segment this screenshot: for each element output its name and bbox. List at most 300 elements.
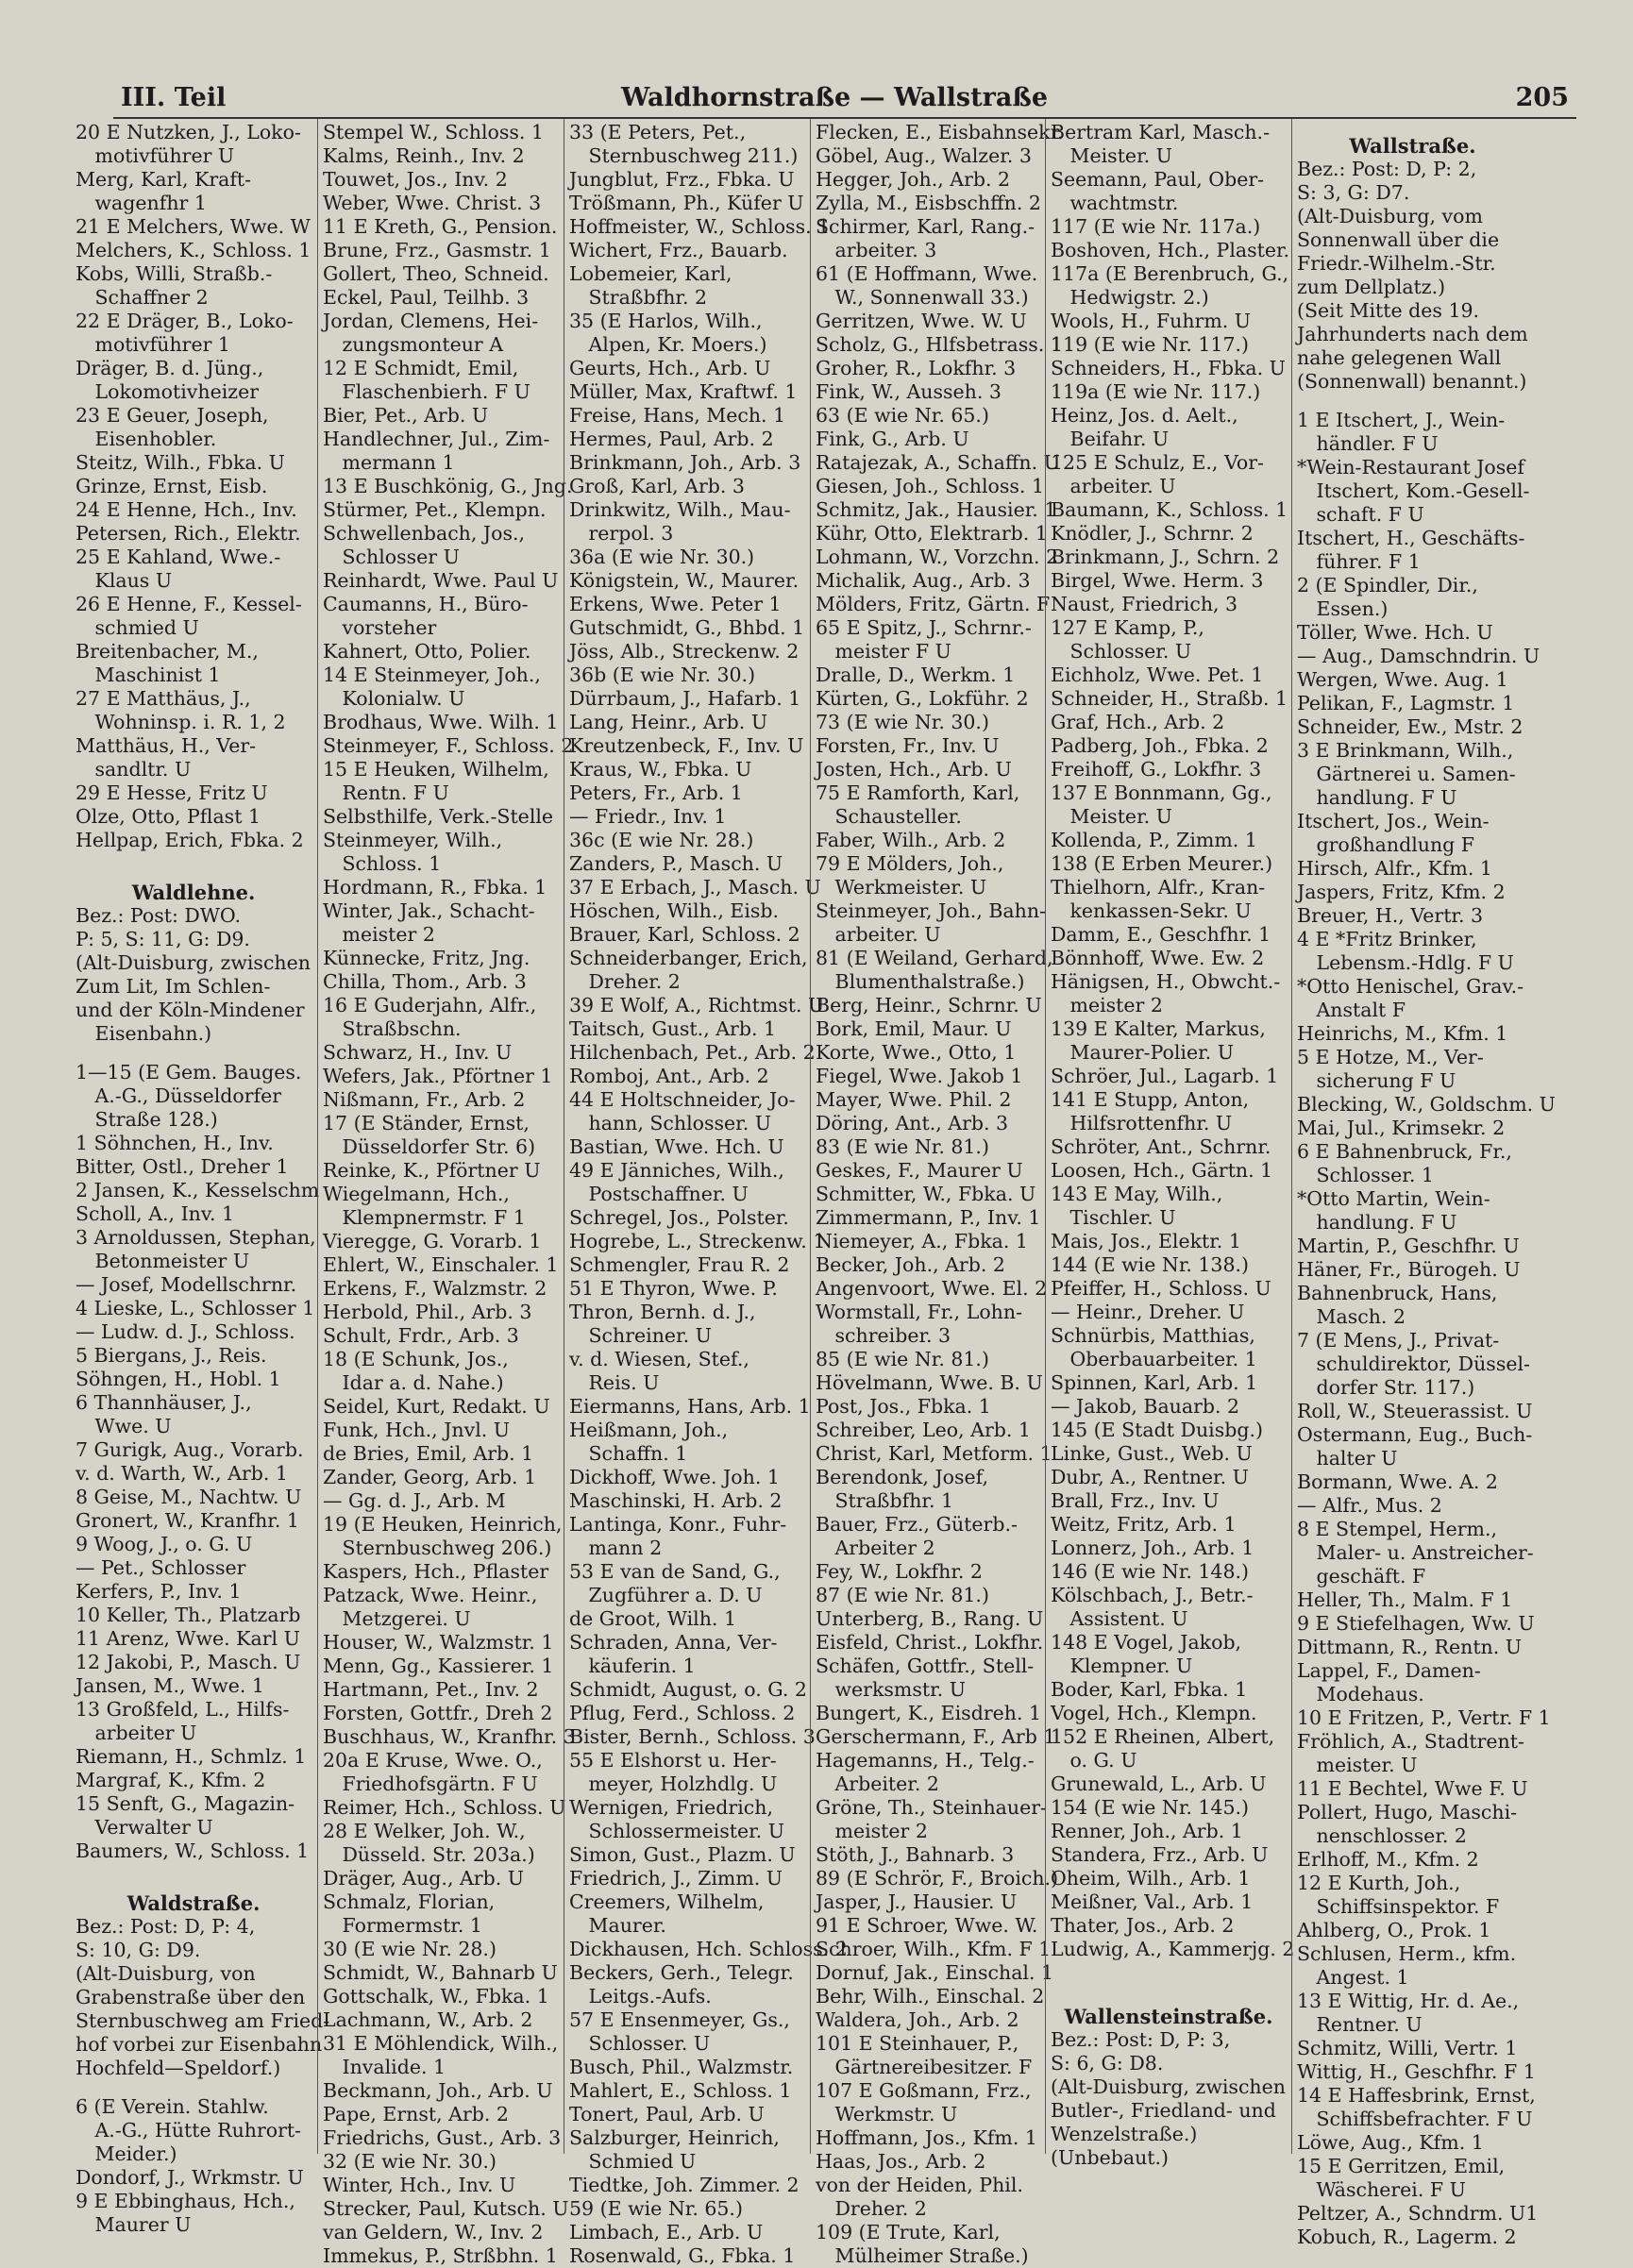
directory-entry: Kahnert, Otto, Polier. — [323, 640, 531, 663]
directory-entry: Lobemeier, Karl, — [569, 262, 732, 285]
directory-entry: Bastian, Wwe. Hch. U — [569, 1135, 784, 1158]
directory-entry: Nißmann, Fr., Arb. 2 — [323, 1088, 526, 1111]
directory-entry: Gärtnerei u. Samen- — [1297, 763, 1516, 785]
directory-entry: 61 (E Hoffmann, Wwe. — [816, 262, 1038, 285]
directory-entry: Schneider, Ew., Mstr. 2 — [1297, 715, 1524, 738]
directory-entry: Straßbfhr. 1 — [816, 1489, 954, 1512]
directory-entry: 36c (E wie Nr. 28.) — [569, 829, 754, 851]
directory-entry: Schirmer, Karl, Rang.- — [816, 215, 1035, 238]
directory-entry: Ahlberg, O., Prok. 1 — [1297, 1919, 1491, 1941]
directory-entry: Wwe. U — [76, 1415, 172, 1437]
directory-entry: Gröne, Th., Steinhauer- — [816, 1796, 1047, 1819]
directory-entry: Söhngen, H., Hobl. 1 — [76, 1368, 281, 1390]
directory-entry: Michalik, Aug., Arb. 3 — [816, 569, 1031, 592]
directory-entry: Bez.: Post: D, P: 4, — [76, 1915, 256, 1938]
directory-entry: Invalide. 1 — [323, 2056, 446, 2078]
directory-entry: Göbel, Aug., Walzer. 3 — [816, 144, 1032, 167]
street-heading: Wallstraße. — [1349, 134, 1476, 158]
directory-entry: meister 2 — [1051, 994, 1163, 1016]
directory-entry: S: 10, G: D9. — [76, 1939, 201, 1961]
directory-entry: Betonmeister U — [76, 1250, 250, 1272]
directory-entry: Linke, Gust., Web. U — [1051, 1442, 1253, 1465]
directory-entry: Steinmeyer, F., Schloss. 2 — [323, 734, 574, 757]
directory-entry: Pape, Ernst, Arb. 2 — [323, 2103, 509, 2125]
directory-entry: Brinkmann, Joh., Arb. 3 — [569, 451, 801, 474]
directory-entry: Brauer, Karl, Schloss. 2 — [569, 923, 800, 946]
directory-entry: Matthäus, H., Ver- — [76, 734, 257, 757]
directory-entry: 91 E Schroer, Wwe. W. — [816, 1914, 1038, 1937]
directory-entry: Romboj, Ant., Arb. 2 — [569, 1065, 769, 1087]
directory-entry: 49 E Jänniches, Wilh., — [569, 1159, 784, 1182]
directory-entry: Maurer-Polier. U — [1051, 1041, 1234, 1064]
column-1 — [76, 121, 330, 2236]
directory-entry: 101 E Steinhauer, P., — [816, 2032, 1019, 2055]
directory-entry: Breuer, H., Vertr. 3 — [1297, 904, 1484, 927]
directory-entry: (Seit Mitte des 19. — [1297, 299, 1480, 322]
directory-entry: werksmstr. U — [816, 1678, 966, 1701]
directory-entry: Fink, W., Ausseh. 3 — [816, 380, 1002, 403]
directory-entry: — Pet., Schlosser — [76, 1556, 246, 1579]
directory-entry: Beckmann, Joh., Arb. U — [323, 2079, 553, 2102]
directory-entry: Petersen, Rich., Elektr. — [76, 522, 301, 545]
directory-entry: Dubr, A., Rentner. U — [1051, 1466, 1249, 1488]
directory-entry: Meider.) — [76, 2142, 177, 2165]
directory-entry: Hilchenbach, Pet., Arb. 2 — [569, 1041, 816, 1064]
directory-entry: Hoffmeister, W., Schloss. 1 — [569, 215, 831, 238]
directory-entry: sicherung F U — [1297, 1069, 1456, 1092]
directory-entry: Schlosser. 1 — [1297, 1164, 1434, 1186]
directory-entry: Wäscherei. F U — [1297, 2178, 1466, 2201]
directory-entry: 63 (E wie Nr. 65.) — [816, 404, 989, 427]
directory-entry: 107 E Goßmann, Frz., — [816, 2079, 1032, 2102]
directory-entry: Dreher. 2 — [816, 2197, 927, 2220]
directory-entry: Pollert, Hugo, Maschi- — [1297, 1801, 1518, 1823]
directory-entry: 141 E Stupp, Anton, — [1051, 1088, 1250, 1111]
directory-entry: Wohninsp. i. R. 1, 2 — [76, 711, 286, 733]
directory-entry: Schäfen, Gottfr., Stell- — [816, 1655, 1035, 1677]
directory-entry: Hirsch, Alfr., Kfm. 1 — [1297, 857, 1492, 880]
directory-entry: 53 E van de Sand, G., — [569, 1560, 781, 1583]
directory-entry: Lachmann, W., Arb. 2 — [323, 2008, 533, 2031]
directory-entry: Seidel, Kurt, Redakt. U — [323, 1395, 550, 1418]
directory-entry: 13 E Wittig, Hr. d. Ae., — [1297, 1990, 1520, 2012]
directory-entry: Scholl, A., Inv. 1 — [76, 1202, 235, 1225]
directory-entry: 154 (E wie Nr. 145.) — [1051, 1796, 1250, 1819]
directory-entry: Maurer. — [569, 1914, 666, 1937]
directory-entry: Houser, W., Walzmstr. 1 — [323, 1631, 554, 1654]
directory-entry: Schiffsinspektor. F — [1297, 1895, 1500, 1918]
directory-entry: Weitz, Fritz, Arb. 1 — [1051, 1513, 1237, 1536]
directory-entry: W., Sonnenwall 33.) — [816, 286, 1029, 309]
directory-entry: hof vorbei zur Eisenbahn — [76, 2033, 323, 2056]
directory-entry: Metzgerei. U — [323, 1607, 471, 1630]
directory-entry: Hartmann, Pet., Inv. 2 — [323, 1678, 539, 1701]
directory-entry: Schlosser U — [323, 546, 460, 568]
directory-entry: 19 (E Heuken, Heinrich, — [323, 1513, 563, 1536]
directory-entry: Modehaus. — [1297, 1683, 1424, 1705]
column-3 — [569, 121, 848, 2267]
directory-entry: Masch. 2 — [1297, 1305, 1406, 1328]
directory-entry: Arbeiter 2 — [816, 1537, 935, 1559]
directory-entry: Schloss. 1 — [323, 852, 442, 875]
directory-entry: Mayer, Wwe. Phil. 2 — [816, 1088, 1012, 1111]
directory-entry: Hänigsen, H., Obwcht.- — [1051, 970, 1281, 993]
page-header — [74, 83, 1595, 121]
column-divider — [1045, 119, 1046, 2154]
directory-entry: Hegger, Joh., Arb. 2 — [816, 168, 1011, 191]
directory-entry: Wools, H., Fuhrm. U — [1051, 310, 1252, 332]
directory-entry: Roll, W., Steuerassist. U — [1297, 1400, 1533, 1422]
directory-entry: 73 (E wie Nr. 30.) — [816, 711, 989, 733]
directory-entry: 109 (E Trute, Karl, — [816, 2221, 1001, 2243]
directory-entry: (Alt-Duisburg, von — [76, 1962, 256, 1985]
directory-entry: Gärtnereibesitzer. F — [816, 2056, 1033, 2078]
directory-entry: Loosen, Hch., Gärtn. 1 — [1051, 1159, 1273, 1182]
directory-entry: Lantinga, Konr., Fuhr- — [569, 1513, 787, 1536]
directory-entry: Schiffsbefrachter. F U — [1297, 2108, 1533, 2130]
directory-entry: 6 (E Verein. Stahlw. — [76, 2095, 269, 2118]
column-5 — [1051, 121, 1295, 2169]
directory-entry: Dräger, B. d. Jüng., — [76, 357, 264, 379]
directory-entry: Ostermann, Eug., Buch- — [1297, 1423, 1533, 1446]
directory-entry: 36a (E wie Nr. 30.) — [569, 546, 755, 568]
directory-entry: Pfeiffer, H., Schloss. U — [1051, 1277, 1271, 1300]
directory-entry: arbeiter. U — [816, 923, 941, 946]
directory-entry: meister F U — [816, 640, 951, 663]
directory-entry: 9 E Stiefelhagen, Ww. U — [1297, 1612, 1535, 1635]
column-2 — [323, 121, 576, 2267]
directory-entry: Sternbuschweg 206.) — [323, 1537, 552, 1559]
street-heading: Wallensteinstraße. — [1064, 2005, 1273, 2028]
directory-entry: Schneiderbanger, Erich, — [569, 947, 808, 969]
directory-entry: (Sonnenwall) benannt.) — [1297, 370, 1527, 393]
directory-entry: 11 E Bechtel, Wwe F. U — [1297, 1777, 1528, 1800]
directory-entry: Hordmann, R., Fbka. 1 — [323, 876, 547, 899]
directory-entry: v. d. Warth, W., Arb. 1 — [76, 1462, 288, 1485]
directory-entry: Korte, Wwe., Otto, 1 — [816, 1041, 1017, 1064]
directory-entry: Formermstr. 1 — [323, 1914, 482, 1937]
directory-entry: 3 Arnoldussen, Stephan, — [76, 1226, 316, 1249]
directory-entry: de Bries, Emil, Arb. 1 — [323, 1442, 534, 1465]
directory-entry: Geurts, Hch., Arb. U — [569, 357, 771, 379]
directory-entry: Heißmann, Joh., — [569, 1419, 729, 1441]
directory-entry: von der Heiden, Phil. — [816, 2174, 1023, 2196]
directory-entry: Bister, Bernh., Schloss. 3 — [569, 1725, 816, 1748]
directory-entry: Naust, Friedrich, 3 — [1051, 593, 1238, 615]
directory-entry: 32 (E wie Nr. 30.) — [323, 2150, 497, 2173]
directory-entry: Gronert, W., Kranfhr. 1 — [76, 1509, 299, 1532]
directory-entry: 1—15 (E Gem. Bauges. — [76, 1061, 302, 1084]
directory-entry: Maschinski, H. Arb. 2 — [569, 1489, 783, 1512]
directory-entry: v. d. Wiesen, Stef., — [569, 1348, 749, 1370]
directory-entry: Schaffner 2 — [76, 286, 209, 309]
spacer — [76, 1046, 311, 1061]
directory-entry: 16 E Guderjahn, Alfr., — [323, 994, 537, 1016]
directory-entry: (Alt-Duisburg, vom — [1297, 205, 1483, 227]
directory-entry: Chilla, Thom., Arb. 3 — [323, 970, 527, 993]
directory-entry: Jansen, M., Wwe. 1 — [76, 1674, 264, 1697]
directory-entry: Klempner. U — [1051, 1655, 1193, 1677]
directory-entry: Düsseldorfer Str. 6) — [323, 1135, 536, 1158]
street-heading: Waldlehne. — [131, 881, 256, 904]
directory-entry: arbeiter U — [76, 1722, 197, 1744]
directory-entry: Funk, Hch., Jnvl. U — [323, 1419, 511, 1441]
directory-entry: Dralle, D., Werkm. 1 — [816, 664, 1016, 686]
directory-entry: Schaffn. 1 — [569, 1442, 688, 1465]
directory-entry: schreiber. 3 — [816, 1324, 951, 1347]
directory-entry: *Otto Henischel, Grav.- — [1297, 975, 1524, 998]
directory-entry: 65 E Spitz, J., Schrnr.- — [816, 616, 1032, 639]
directory-entry: *Otto Martin, Wein- — [1297, 1187, 1490, 1210]
directory-entry: Lonnerz, Joh., Arb. 1 — [1051, 1537, 1254, 1559]
directory-entry: Bez.: Post: DWO. — [76, 904, 242, 927]
directory-entry: Simon, Gust., Plazm. U — [569, 1843, 796, 1866]
directory-entry: 146 (E wie Nr. 148.) — [1051, 1560, 1250, 1583]
directory-entry: Schnürbis, Matthias, — [1051, 1324, 1255, 1347]
directory-entry: Eckel, Paul, Teilhb. 3 — [323, 286, 530, 309]
directory-entry: Jordan, Clemens, Hei- — [323, 310, 539, 332]
directory-entry: Bertram Karl, Masch.- — [1051, 121, 1270, 143]
directory-entry: Meister. U — [1051, 144, 1172, 167]
directory-entry: Padberg, Joh., Fbka. 2 — [1051, 734, 1269, 757]
directory-entry: Lohmann, W., Vorzchn. 2 — [816, 546, 1059, 568]
directory-entry: Limbach, E., Arb. U — [569, 2221, 764, 2243]
directory-entry: 23 E Geuer, Joseph, — [76, 404, 269, 427]
directory-entry: Vieregge, G. Vorarb. 1 — [323, 1230, 542, 1252]
directory-entry: Salzburger, Heinrich, — [569, 2126, 780, 2149]
directory-entry: (Unbebaut.) — [1051, 2146, 1170, 2169]
directory-entry: Rosenwald, G., Fbka. 1 — [569, 2244, 796, 2267]
directory-entry: Alpen, Kr. Moers.) — [569, 333, 767, 356]
directory-entry: — Heinr., Dreher. U — [1051, 1301, 1245, 1323]
directory-entry: großhandlung F — [1297, 833, 1475, 856]
directory-entry: Schneider, H., Straßb. 1 — [1051, 687, 1288, 710]
directory-entry: Dornuf, Jak., Einschal. 1 — [816, 1961, 1054, 1984]
directory-entry: führer. F 1 — [1297, 550, 1421, 573]
column-divider — [1291, 119, 1292, 2154]
directory-entry: händler. F U — [1297, 432, 1439, 455]
directory-entry: 44 E Holtschneider, Jo- — [569, 1088, 796, 1111]
directory-entry: Postschaffner. U — [569, 1183, 749, 1205]
directory-entry: — Jakob, Bauarb. 2 — [1051, 1395, 1240, 1418]
page-number: 205 — [1515, 83, 1569, 112]
directory-entry: Itschert, Kom.-Gesell- — [1297, 479, 1530, 502]
directory-entry: Handlechner, Jul., Zim- — [323, 428, 550, 450]
directory-entry: Grunewald, L., Arb. U — [1051, 1772, 1267, 1795]
directory-entry: zum Dellplatz.) — [1297, 276, 1446, 298]
directory-entry: handlung. F U — [1297, 786, 1457, 809]
directory-entry: Menn, Gg., Kassierer. 1 — [323, 1655, 554, 1677]
directory-entry: 39 E Wolf, A., Richtmst. U — [569, 994, 825, 1016]
directory-entry: Peltzer, A., Schndrm. U1 — [1297, 2202, 1539, 2225]
directory-entry: Becker, Joh., Arb. 2 — [816, 1253, 1005, 1276]
directory-entry: 117 (E wie Nr. 117a.) — [1051, 215, 1261, 238]
directory-entry: 30 (E wie Nr. 28.) — [323, 1938, 497, 1960]
directory-entry: Eisenbahn.) — [76, 1022, 212, 1045]
directory-entry: Zylla, M., Eisbschffn. 2 — [816, 192, 1041, 214]
directory-entry: Wormstall, Fr., Lohn- — [816, 1301, 1022, 1323]
directory-entry: meister 2 — [323, 923, 435, 946]
directory-entry: Fink, G., Arb. U — [816, 428, 969, 450]
directory-entry: 14 E Steinmeyer, Joh., — [323, 664, 541, 686]
directory-entry: Häner, Fr., Bürogeh. U — [1297, 1258, 1521, 1281]
directory-entry: Hellpap, Erich, Fbka. 2 — [76, 829, 304, 851]
directory-entry: Forsten, Fr., Inv. U — [816, 734, 1000, 757]
directory-entry: Bier, Pet., Arb. U — [323, 404, 489, 427]
spacer — [1297, 394, 1528, 409]
directory-entry: Seemann, Paul, Ober- — [1051, 168, 1265, 191]
directory-entry: 14 E Haffesbrink, Ernst, — [1297, 2084, 1536, 2107]
directory-entry: — Gg. d. J., Arb. M — [323, 1489, 506, 1512]
directory-entry: Schmidt, August, o. G. 2 — [569, 1678, 807, 1701]
directory-entry: nahe gelegenen Wall — [1297, 346, 1502, 369]
directory-entry: Straßbschn. — [323, 1017, 462, 1040]
directory-entry: Künnecke, Fritz, Jng. — [323, 947, 530, 969]
directory-entry: Vogel, Hch., Klempn. — [1051, 1702, 1257, 1724]
directory-entry: 81 (E Weiland, Gerhard, — [816, 947, 1053, 969]
directory-entry: Baumann, K., Schloss. 1 — [1051, 498, 1288, 521]
directory-entry: 137 E Bonnmann, Gg., — [1051, 781, 1272, 804]
directory-entry: arbeiter. U — [1051, 475, 1176, 497]
directory-entry: 138 (E Erben Meurer.) — [1051, 852, 1273, 875]
directory-entry: Oberbauarbeiter. 1 — [1051, 1348, 1257, 1370]
directory-entry: Waldera, Joh., Arb. 2 — [816, 2008, 1019, 2031]
directory-entry: Heller, Th., Malm. F 1 — [1297, 1588, 1513, 1611]
directory-entry: Baumers, W., Schloss. 1 — [76, 1840, 310, 1862]
directory-entry: — Ludw. d. J., Schloss. — [76, 1320, 295, 1343]
directory-entry: 119 (E wie Nr. 117.) — [1051, 333, 1250, 356]
directory-entry: geschäft. F — [1297, 1565, 1426, 1588]
directory-entry: Dickhoff, Wwe. Joh. 1 — [569, 1466, 780, 1488]
directory-entry: schuldirektor, Düssel- — [1297, 1352, 1530, 1375]
directory-entry: Wittig, H., Geschfhr. F 1 — [1297, 2060, 1536, 2083]
directory-entry: — Josef, Modellschrnr. — [76, 1273, 297, 1296]
directory-entry: Bez.: Post: D, P: 3, — [1051, 2028, 1231, 2051]
directory-entry: 89 (E Schrör, F., Broich.) — [816, 1867, 1059, 1890]
directory-entry: 8 Geise, M., Nachtw. U — [76, 1486, 302, 1508]
directory-entry: Angest. 1 — [1297, 1966, 1409, 1989]
directory-entry: Groß, Karl, Arb. 3 — [569, 475, 745, 497]
directory-entry: Reinhardt, Wwe. Paul U — [323, 569, 559, 592]
directory-entry: Mai, Jul., Krimsekr. 2 — [1297, 1117, 1506, 1139]
directory-entry: Behr, Wilh., Einschal. 2 — [816, 1985, 1045, 2008]
directory-entry: 27 E Matthäus, J., — [76, 687, 251, 710]
directory-entry: Hogrebe, L., Streckenw. 1 — [569, 1230, 826, 1252]
directory-entry: 17 (E Ständer, Ernst, — [323, 1112, 530, 1134]
directory-entry: 20 E Nutzken, J., Loko- — [76, 121, 301, 143]
directory-entry: meyer, Holzhdlg. U — [569, 1772, 778, 1795]
directory-entry: Berendonk, Josef, — [816, 1466, 989, 1488]
directory-entry: Sternbuschweg am Fried- — [76, 2009, 330, 2032]
directory-entry: Spinnen, Karl, Arb. 1 — [1051, 1371, 1258, 1394]
directory-entry: vorsteher — [323, 616, 437, 639]
directory-entry: Schregel, Jos., Polster. — [569, 1206, 789, 1229]
directory-entry: A.-G., Düsseldorfer — [76, 1084, 282, 1107]
directory-entry: Gerschermann, F., Arb 1 — [816, 1725, 1056, 1748]
running-title: Waldhornstraße — Wallstraße — [620, 83, 1049, 112]
directory-entry: motivführer 1 — [76, 333, 230, 356]
directory-entry: 87 (E wie Nr. 81.) — [816, 1584, 989, 1606]
directory-entry: Scholz, G., Hlfsbetrass. 1 — [816, 333, 1063, 356]
directory-entry: Kreutzenbeck, F., Inv. U — [569, 734, 804, 757]
directory-entry: Faber, Wilh., Arb. 2 — [816, 829, 1006, 851]
directory-entry: 11 Arenz, Wwe. Karl U — [76, 1627, 300, 1650]
directory-entry: A.-G., Hütte Ruhrort- — [76, 2119, 302, 2142]
directory-entry: Bormann, Wwe. A. 2 — [1297, 1470, 1498, 1493]
directory-entry: Ludwig, A., Kammerjg. 2 — [1051, 1938, 1295, 1960]
directory-entry: Christ, Karl, Metform. 1 — [816, 1442, 1052, 1465]
spacer — [1051, 1961, 1287, 1976]
directory-entry: Leitgs.-Aufs. — [569, 1985, 712, 2008]
directory-entry: Olze, Otto, Pflast 1 — [76, 805, 261, 828]
directory-entry: 59 (E wie Nr. 65.) — [569, 2197, 743, 2220]
directory-entry: 4 E *Fritz Brinker, — [1297, 928, 1477, 950]
directory-entry: 6 Thannhäuser, J., — [76, 1391, 252, 1414]
directory-entry: 152 E Rheinen, Albert, — [1051, 1725, 1275, 1748]
directory-entry: Schmidt, W., Bahnarb U — [323, 1961, 558, 1984]
directory-entry: Stürmer, Pet., Klempn. — [323, 498, 547, 521]
directory-entry: Erkens, Wwe. Peter 1 — [569, 593, 782, 615]
directory-entry: Dondorf, J., Wrkmstr. U — [76, 2166, 304, 2189]
directory-entry: nenschlosser. 2 — [1297, 1824, 1467, 1847]
directory-entry: 11 E Kreth, G., Pension. — [323, 215, 558, 238]
directory-entry: Lebensm.-Hdlg. F U — [1297, 951, 1514, 974]
directory-entry: Schmitz, Jak., Hausier. 1 — [816, 498, 1057, 521]
directory-entry: Grinze, Ernst, Eisb. — [76, 475, 268, 497]
directory-entry: 12 E Kurth, Joh., — [1297, 1872, 1461, 1894]
directory-entry: Bork, Emil, Maur. U — [816, 1017, 1012, 1040]
directory-entry: Hövelmann, Wwe. B. U — [816, 1371, 1043, 1394]
directory-entry: *Wein-Restaurant Josef — [1297, 456, 1524, 479]
directory-entry: Patzack, Wwe. Heinr., — [323, 1584, 538, 1606]
directory-entry: Kölschbach, J., Betr.- — [1051, 1584, 1254, 1606]
directory-entry: handlung. F U — [1297, 1211, 1457, 1234]
directory-entry: 35 (E Harlos, Wilh., — [569, 310, 763, 332]
directory-entry: Werkmstr. U — [816, 2103, 958, 2125]
directory-entry: Eichholz, Wwe. Pet. 1 — [1051, 664, 1264, 686]
directory-entry: Boder, Karl, Fbka. 1 — [1051, 1678, 1248, 1701]
directory-entry: motivführer U — [76, 144, 235, 167]
directory-entry: Zimmermann, P., Inv. 1 — [816, 1206, 1041, 1229]
directory-entry: Buschhaus, W., Kranfhr. 3 — [323, 1725, 576, 1748]
directory-entry: Meißner, Val., Arb. 1 — [1051, 1890, 1254, 1913]
directory-entry: Gerritzen, Wwe. W. U — [816, 310, 1027, 332]
directory-entry: 12 E Schmidt, Emil, — [323, 357, 519, 379]
directory-entry: S: 6, G: D8. — [1051, 2052, 1164, 2075]
directory-entry: 36b (E wie Nr. 30.) — [569, 664, 756, 686]
directory-entry: Winter, Hch., Inv. U — [323, 2174, 516, 2196]
directory-entry: Brune, Frz., Gasmstr. 1 — [323, 239, 551, 261]
directory-entry: Kalms, Reinh., Inv. 2 — [323, 144, 525, 167]
directory-entry: Bitter, Ostl., Dreher 1 — [76, 1155, 289, 1178]
directory-entry: Schwarz, H., Inv. U — [323, 1041, 513, 1064]
directory-entry: Hagemanns, H., Telg.- — [816, 1749, 1035, 1772]
directory-entry: 148 E Vogel, Jakob, — [1051, 1631, 1242, 1654]
directory-entry: Itschert, H., Geschäfts- — [1297, 527, 1525, 549]
directory-entry: 4 Lieske, L., Schlosser 1 — [76, 1297, 315, 1319]
directory-entry: 8 E Stempel, Herm., — [1297, 1518, 1498, 1540]
directory-entry: Boshoven, Hch., Plaster. — [1051, 239, 1290, 261]
directory-entry: Heinrichs, M., Kfm. 1 — [1297, 1022, 1508, 1045]
column-divider — [317, 119, 318, 2154]
directory-entry: 145 (E Stadt Duisbg.) — [1051, 1419, 1263, 1441]
directory-entry: Wefers, Jak., Pförtner 1 — [323, 1065, 553, 1087]
directory-entry: Eisfeld, Christ., Lokfhr. — [816, 1631, 1044, 1654]
directory-entry: Mahlert, E., Schloss. 1 — [569, 2079, 792, 2102]
directory-entry: Friedrich, J., Zimm. U — [569, 1867, 783, 1890]
directory-entry: Thater, Jos., Arb. 2 — [1051, 1914, 1235, 1937]
directory-entry: Wiegelmann, Hch., — [323, 1183, 510, 1205]
